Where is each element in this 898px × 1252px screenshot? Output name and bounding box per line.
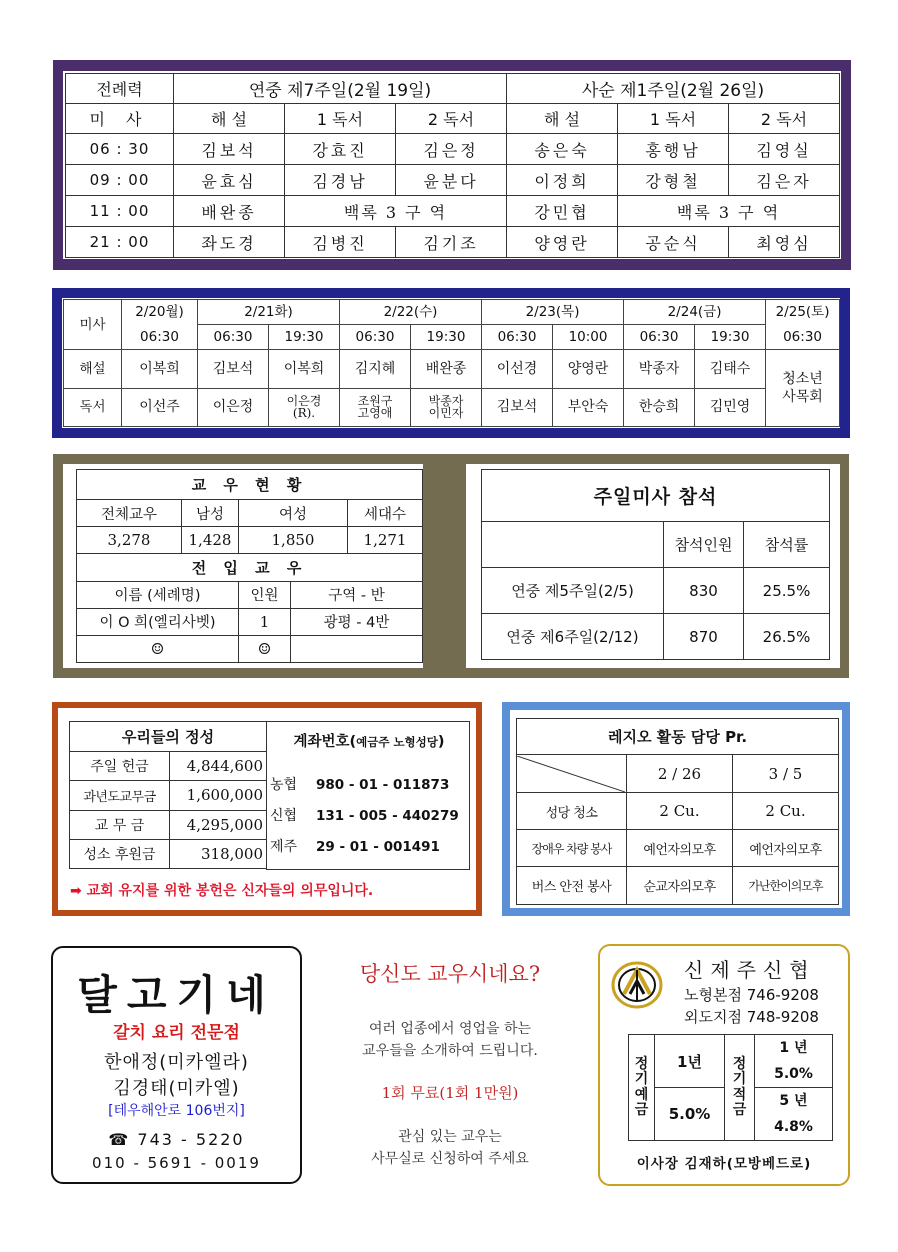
label-char: 예 xyxy=(634,1086,649,1103)
attendance-table xyxy=(481,469,830,660)
date-tue: 2/21화) xyxy=(198,300,340,325)
legio-title: 레지오 활동 담당 Pr. xyxy=(517,719,839,755)
roster-group: 백록 3 구 역 xyxy=(285,196,507,227)
saturday-note xyxy=(766,350,840,427)
account-row xyxy=(270,836,470,856)
table-row xyxy=(70,839,267,868)
promo-line: 사무실로 신청하여 주세요 xyxy=(371,1151,529,1167)
roster-name: 김경남 xyxy=(285,165,396,196)
newcomers-title: 전 입 교 우 xyxy=(77,554,423,581)
offering-amount: 1,600,000 xyxy=(170,781,267,810)
mass-time: 09 : 00 xyxy=(66,165,174,196)
restaurant-name: 달고기네 xyxy=(77,971,276,1019)
sunday-roster-panel xyxy=(53,60,851,270)
roster-name: (R). xyxy=(292,406,316,421)
account-row xyxy=(270,774,470,794)
promo-line: 교우들을 소개하여 드립니다. xyxy=(362,1043,538,1059)
roster-name: 김보석 xyxy=(174,134,285,165)
table-row xyxy=(66,134,840,165)
diagonal-cell xyxy=(517,755,627,793)
roster-name-pair xyxy=(340,388,411,426)
attendance-count: 830 xyxy=(664,568,744,614)
roster-name: 김영실 xyxy=(729,134,840,165)
branch-phone: 노형본점 746-9208 xyxy=(684,986,819,1004)
time: 19:30 xyxy=(269,325,340,350)
role-header: 해 설 xyxy=(507,104,618,134)
offering-notice: ➡ 교회 유지를 위한 봉헌은 신자들의 의무입니다. xyxy=(70,883,374,899)
roster-name: 이은정 xyxy=(198,388,269,426)
table-row xyxy=(70,781,267,810)
table-row xyxy=(482,568,830,614)
table-row xyxy=(66,196,840,227)
roster-name: 조원구 xyxy=(357,394,393,409)
column-header: 인원 xyxy=(239,581,291,608)
offerings-card xyxy=(58,708,476,910)
empty-cell xyxy=(482,522,664,568)
roster-name: 김기조 xyxy=(396,227,507,258)
role-header: 1 독서 xyxy=(618,104,729,134)
time: 06:30 xyxy=(482,325,553,350)
roster-name: 이복희 xyxy=(269,350,340,388)
sunday-roster-card xyxy=(63,71,841,259)
account-title-text: 계좌번호( xyxy=(293,734,357,750)
table-row xyxy=(66,165,840,196)
column-header: 구역 - 반 xyxy=(291,581,423,608)
roster-name: 이복희 xyxy=(122,350,198,388)
offering-label: 주일 헌금 xyxy=(70,752,170,781)
roster-name: 박종자 xyxy=(428,394,464,409)
account-row xyxy=(270,805,470,825)
attendance-card xyxy=(466,464,840,668)
time: 19:30 xyxy=(411,325,482,350)
duty-assignee: 가난한이의모후 xyxy=(733,867,839,905)
mass-time: 11 : 00 xyxy=(66,196,174,227)
date-thu: 2/23(목) xyxy=(482,300,624,325)
label-char: 적 xyxy=(732,1086,747,1103)
table-row xyxy=(70,810,267,839)
table-row xyxy=(482,614,830,660)
bank-name: 제주 xyxy=(270,839,298,855)
roster-name: 최영심 xyxy=(729,227,840,258)
diagonal-line-icon xyxy=(517,756,625,792)
status-panel xyxy=(53,454,849,678)
deposit-label xyxy=(629,1035,655,1141)
date-fri: 2/24(금) xyxy=(624,300,766,325)
duty-assignee: 예언자의모후 xyxy=(627,830,733,867)
duty-label: 성당 청소 xyxy=(517,793,627,830)
attendance-rate: 25.5% xyxy=(744,568,830,614)
column-header: 세대수 xyxy=(348,500,423,527)
roster-name: 좌도경 xyxy=(174,227,285,258)
roster-name: 박종자 xyxy=(624,350,695,388)
stat-value: 1,271 xyxy=(348,527,423,554)
attendance-title: 주일미사 참석 xyxy=(482,470,830,522)
attendance-count: 870 xyxy=(664,614,744,660)
roster-name: 이은경 xyxy=(286,394,322,409)
legio-date: 3 / 5 xyxy=(733,755,839,793)
deposit-term: 1년 xyxy=(655,1035,725,1088)
table-row xyxy=(64,350,840,388)
bank-name: 신협 xyxy=(270,808,298,824)
duty-assignee: 2 Cu. xyxy=(733,793,839,830)
savings-rate: 5.0% xyxy=(755,1062,833,1088)
roster-name: 김보석 xyxy=(198,350,269,388)
duty-assignee: 2 Cu. xyxy=(627,793,733,830)
roster-name-pair xyxy=(411,388,482,426)
newcomer-name: 이 O 희(엘리사벳) xyxy=(77,608,239,635)
mass-label: 미 사 xyxy=(66,104,174,134)
table-row xyxy=(517,830,839,867)
roster-name-pair xyxy=(269,388,340,426)
table-row xyxy=(64,388,840,426)
mass-time: 06 : 30 xyxy=(66,134,174,165)
account-box xyxy=(266,721,470,870)
account-holder: 예금주 노형성당 xyxy=(356,735,438,749)
branch-phone: 외도지점 748-9208 xyxy=(684,1008,819,1026)
saturday-note-line: 사목회 xyxy=(782,388,823,405)
promo-title: 당신도 교우시네요? xyxy=(359,962,541,986)
offering-label: 과년도교무금 xyxy=(70,781,170,810)
role-header: 해 설 xyxy=(174,104,285,134)
smiley-icon: ☺ xyxy=(77,635,239,662)
duty-label: 장애우 차량 봉사 xyxy=(517,830,627,867)
owner-name: 김경태(미카엘) xyxy=(113,1078,240,1099)
account-number: 131 - 005 - 440279 xyxy=(316,808,459,824)
owner-name: 한애정(미카엘라) xyxy=(104,1052,249,1073)
roster-name: 김보석 xyxy=(482,388,553,426)
label-char: 금 xyxy=(732,1101,747,1118)
duty-label: 버스 안전 봉사 xyxy=(517,867,627,905)
legio-panel xyxy=(502,702,850,916)
roster-name: 양영란 xyxy=(553,350,624,388)
date-mon: 2/20월) xyxy=(122,300,198,325)
offerings-panel xyxy=(52,702,482,916)
roster-name: 이민자 xyxy=(428,406,464,421)
newcomer-district: 광평 - 4반 xyxy=(291,608,423,635)
attendance-rate: 26.5% xyxy=(744,614,830,660)
roster-name: 김민영 xyxy=(695,388,766,426)
role-header: 2 독서 xyxy=(729,104,840,134)
legio-date: 2 / 26 xyxy=(627,755,733,793)
mass-time: 21 : 00 xyxy=(66,227,174,258)
stat-value: 1,850 xyxy=(239,527,348,554)
time: 06:30 xyxy=(624,325,695,350)
smiley-icon: ☺ xyxy=(239,635,291,662)
offerings-title: 우리들의 정성 xyxy=(70,722,267,752)
label-char: 정 xyxy=(634,1055,649,1072)
restaurant-mobile: 010 - 5691 - 0019 xyxy=(92,1154,261,1172)
table-row xyxy=(66,227,840,258)
account-number: 980 - 01 - 011873 xyxy=(316,777,450,793)
time-mon: 06:30 xyxy=(122,325,198,350)
chairman-name: 이사장 김재하(모방베드로) xyxy=(636,1156,812,1172)
week2-title: 사순 제1주일(2월 26일) xyxy=(507,74,840,104)
week1-title: 연중 제7주일(2월 19일) xyxy=(174,74,507,104)
role-header: 2 독서 xyxy=(396,104,507,134)
stat-value: 1,428 xyxy=(182,527,239,554)
restaurant-subtitle: 갈치 요리 전문점 xyxy=(113,1023,240,1043)
table-row xyxy=(77,635,423,662)
role-header: 1 독서 xyxy=(285,104,396,134)
restaurant-phone: ☎ 743 - 5220 xyxy=(108,1130,245,1149)
label-char: 정 xyxy=(732,1055,747,1072)
roster-name: 홍행남 xyxy=(618,134,729,165)
time-sat: 06:30 xyxy=(766,325,840,350)
credit-union-ad xyxy=(598,944,850,1186)
deposit-rate: 5.0% xyxy=(655,1088,725,1141)
offering-label: 성소 후원금 xyxy=(70,839,170,868)
roster-name: 김은정 xyxy=(396,134,507,165)
weekday-roster-table xyxy=(63,299,840,427)
roster-name: 김은자 xyxy=(729,165,840,196)
account-title xyxy=(267,730,471,751)
promo-block xyxy=(312,946,588,1184)
label-char: 기 xyxy=(732,1071,747,1088)
roster-name: 이선경 xyxy=(482,350,553,388)
roster-name: 김병진 xyxy=(285,227,396,258)
roster-name: 이선주 xyxy=(122,388,198,426)
credit-union-name: 신제주신협 xyxy=(684,958,816,982)
savings-term: 1 년 xyxy=(755,1035,833,1062)
bank-name: 농협 xyxy=(270,777,298,793)
savings-label xyxy=(725,1035,755,1141)
empty-cell xyxy=(291,635,423,662)
saturday-note-line: 청소년 xyxy=(782,371,823,387)
roster-name: 공순식 xyxy=(618,227,729,258)
parishioner-card xyxy=(63,464,423,668)
offering-amount: 4,295,000 xyxy=(170,810,267,839)
commentary-label: 해설 xyxy=(64,350,122,388)
promo-line: 관심 있는 교우는 xyxy=(398,1129,502,1145)
column-header: 참석률 xyxy=(744,522,830,568)
roster-name: 이정희 xyxy=(507,165,618,196)
column-header: 전체교우 xyxy=(77,500,182,527)
legio-table xyxy=(516,718,839,905)
roster-name: 윤분다 xyxy=(396,165,507,196)
weekday-roster-panel xyxy=(52,288,850,438)
time: 06:30 xyxy=(340,325,411,350)
legio-card xyxy=(510,710,842,908)
roster-name: 윤효심 xyxy=(174,165,285,196)
date-wed: 2/22(수) xyxy=(340,300,482,325)
roster-group: 백록 3 구 역 xyxy=(618,196,840,227)
week-label: 연중 제6주일(2/12) xyxy=(482,614,664,660)
roster-name: 강형철 xyxy=(618,165,729,196)
date-sat: 2/25(토) xyxy=(766,300,840,325)
duty-assignee: 예언자의모후 xyxy=(733,830,839,867)
column-header: 이름 (세례명) xyxy=(77,581,239,608)
rate-table xyxy=(628,1034,833,1141)
roster-name: 한승희 xyxy=(624,388,695,426)
savings-rate: 4.8% xyxy=(755,1115,833,1141)
offerings-table xyxy=(69,721,267,869)
parishioner-table xyxy=(76,469,423,663)
table-row xyxy=(77,608,423,635)
duty-assignee: 순교자의모후 xyxy=(627,867,733,905)
liturgical-calendar-label: 전례력 xyxy=(66,74,174,104)
parishioner-title: 교 우 현 황 xyxy=(77,470,423,500)
roster-name: 양영란 xyxy=(507,227,618,258)
sunday-roster-table xyxy=(65,73,840,258)
roster-name: 김태수 xyxy=(695,350,766,388)
credit-union-logo-icon xyxy=(610,960,664,1010)
time: 19:30 xyxy=(695,325,766,350)
time: 06:30 xyxy=(198,325,269,350)
time: 10:00 xyxy=(553,325,624,350)
account-number: 29 - 01 - 001491 xyxy=(316,839,440,855)
promo-line: 여러 업종에서 영업을 하는 xyxy=(368,1021,532,1037)
weekday-roster-card xyxy=(62,298,840,428)
roster-name: 김지혜 xyxy=(340,350,411,388)
promo-price: 1회 무료(1회 1만원) xyxy=(381,1084,519,1102)
column-header: 참석인원 xyxy=(664,522,744,568)
reading-label: 독서 xyxy=(64,388,122,426)
stat-value: 3,278 xyxy=(77,527,182,554)
label-char: 금 xyxy=(634,1101,649,1118)
account-title-close: ) xyxy=(437,734,445,750)
table-row xyxy=(517,793,839,830)
restaurant-ad xyxy=(51,946,302,1184)
roster-name: 강효진 xyxy=(285,134,396,165)
roster-name: 배완종 xyxy=(174,196,285,227)
column-header: 남성 xyxy=(182,500,239,527)
savings-term: 5 년 xyxy=(755,1088,833,1115)
roster-name: 강민협 xyxy=(507,196,618,227)
newcomer-count: 1 xyxy=(239,608,291,635)
label-char: 기 xyxy=(634,1071,649,1088)
restaurant-address: [테우해안로 106번지] xyxy=(108,1103,245,1119)
offering-amount: 4,844,600 xyxy=(170,752,267,781)
offering-label: 교 무 금 xyxy=(70,810,170,839)
table-row xyxy=(70,752,267,781)
column-header: 여성 xyxy=(239,500,348,527)
week-label: 연중 제5주일(2/5) xyxy=(482,568,664,614)
roster-name: 고영애 xyxy=(357,406,393,421)
roster-name: 부안숙 xyxy=(553,388,624,426)
offering-amount: 318,000 xyxy=(170,839,267,868)
roster-name: 배완종 xyxy=(411,350,482,388)
table-row xyxy=(517,867,839,905)
mass-label: 미사 xyxy=(64,300,122,350)
roster-name: 송은숙 xyxy=(507,134,618,165)
